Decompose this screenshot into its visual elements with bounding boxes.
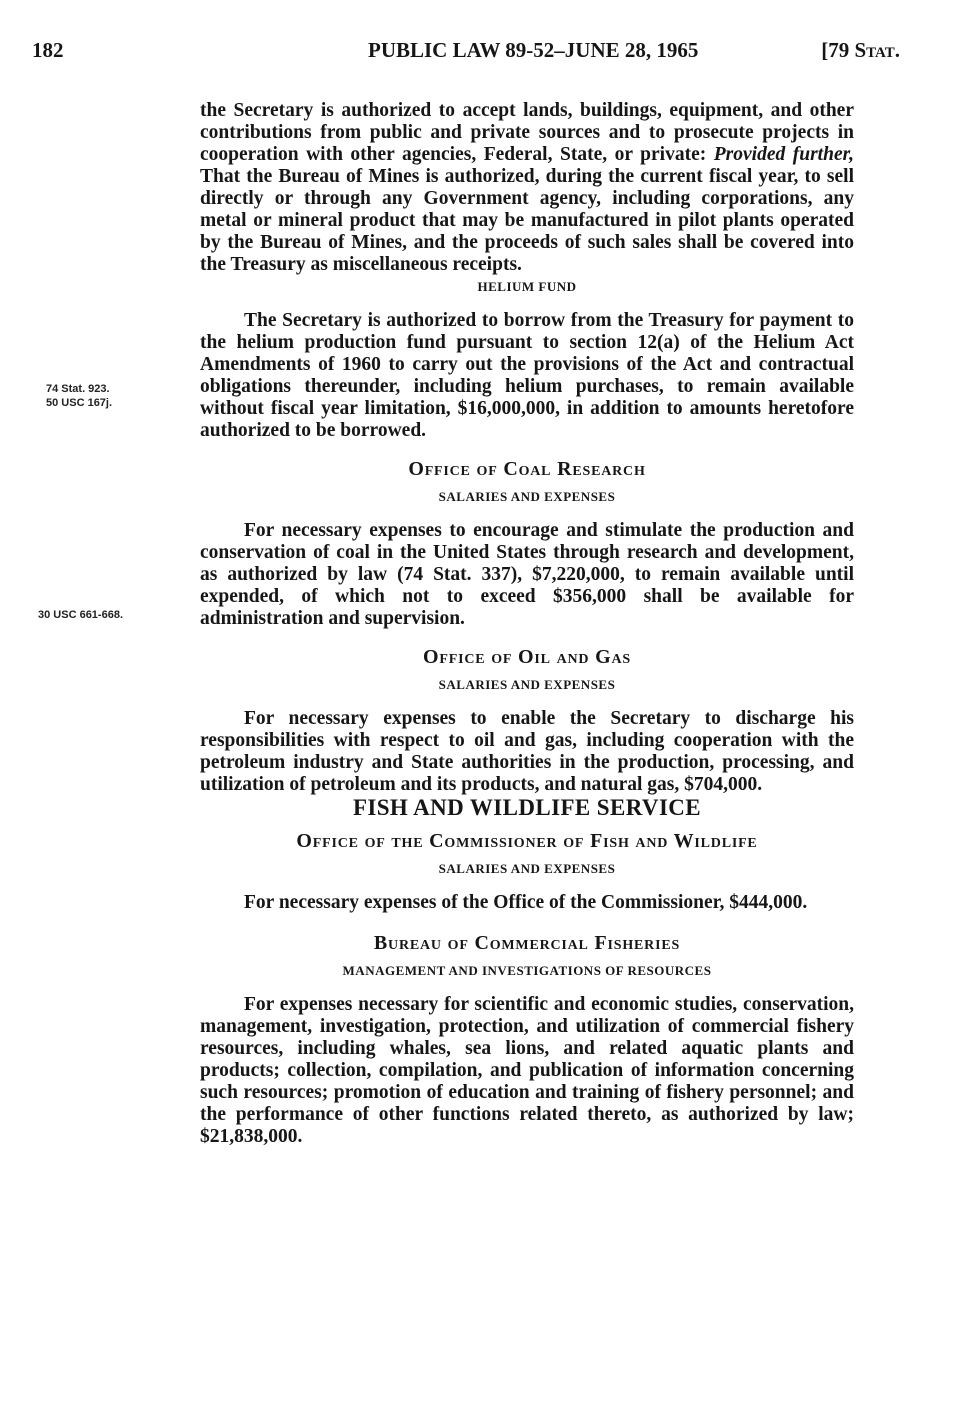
margin-note-line: 50 USC 167j. [46, 397, 113, 409]
paragraph-helium: The Secretary is authorized to borrow from the Treasury for payment to the helium production fund pursuant to section 12(a) of the Helium Act Amendments of 1960 to carry out the provisions of the Act and contractual obligations thereunder, including helium purchases, to remain available without fiscal year limitation, $16,000,000, in addition to amounts heretofore authorized to be borrowed. [200, 310, 854, 441]
margin-note-line: 74 Stat. 923. [46, 383, 110, 395]
volume-reference: [79 Stat. [821, 38, 900, 62]
paragraph-commissioner: For necessary expenses of the Office of the Commissioner, $444,000. [244, 892, 808, 913]
subheading-commissioner: SALARIES AND EXPENSES [438, 861, 616, 876]
text-span: the Secretary is authorized to accept lands, buildings, equipment, and other contributions from public and private sources and to prosecute projects in cooperation with other agencies, Federal, State, or private: [200, 100, 854, 165]
paragraph-bureau: For expenses necessary for scientific and economic studies, conservation, management, investigation, protection, and utilization of commercial fishery resources, including whales, sea lions, and related aquatic plants and products; collection, compilation, and publication of information concerning such resources; promotion of education and training of fishery personnel; and the performance of other functions related thereto, as authorized by law; $21,838,000. [200, 994, 854, 1147]
agency-title-fws: FISH AND WILDLIFE SERVICE [352, 795, 702, 820]
office-heading-bureau: Bureau of Commercial Fisheries [373, 932, 681, 954]
page-header [32, 38, 900, 76]
office-heading-commissioner: Office of the Commissioner of Fish and Wildlife [296, 830, 758, 852]
office-heading-coal: Office of Coal Research [408, 458, 646, 480]
text-span: That the Bureau of Mines is authorized, during the current fiscal year, to sell directly or through any Government agency, including corporations, any metal or mineral product that may be manufactured in pilot plants operated by the Bureau of Mines, and the proceeds of such sales shall be covered into the Treasury as miscellaneous receipts. [200, 166, 854, 275]
document-body [200, 100, 854, 1148]
margin-note-coal: 30 USC 661-668. [38, 609, 123, 621]
paragraph-continued [200, 100, 854, 276]
paragraph-oil: For necessary expenses to enable the Secretary to discharge his responsibilities with respect to oil and gas, including cooperation with the petroleum industry and State authorities in the production, processing, and utilization of petroleum and its products, and natural gas, $704,000. [200, 708, 854, 795]
page-title: PUBLIC LAW 89-52–JUNE 28, 1965 [368, 38, 699, 62]
subheading-oil: SALARIES AND EXPENSES [438, 677, 616, 692]
office-heading-oil: Office of Oil and Gas [423, 646, 631, 668]
section-heading-helium: HELIUM FUND [477, 279, 577, 294]
paragraph-coal: For necessary expenses to encourage and stimulate the production and conservation of coal in the United States through research and development, as authorized by law (74 Stat. 337), $7,220,000, to remain available until expended, of which not to exceed $356,000 shall be available for administration and supervision. [200, 520, 854, 629]
page-number: 182 [32, 38, 64, 62]
subheading-bureau: MANAGEMENT AND INVESTIGATIONS OF RESOURCES [342, 963, 712, 978]
subheading-coal: SALARIES AND EXPENSES [438, 489, 616, 504]
italic-proviso: Provided further, [713, 144, 854, 165]
margin-note-helium [46, 382, 112, 410]
